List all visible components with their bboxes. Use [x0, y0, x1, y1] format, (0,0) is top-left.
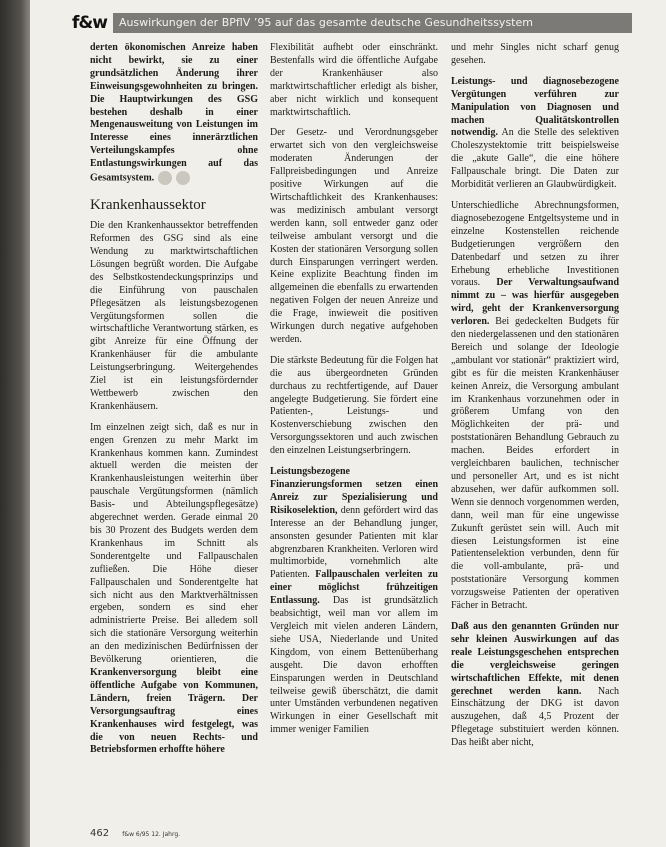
column-1-paragraph-2: Die den Krankenhaussektor betreffenden Reformen des GSG sind als eine Wendung zu marktwirtschaftlichen Lösungen begrüßt worden. Die Aufgabe des Selbstkostendeckungsprinzips und die Einführung von pauschalen Pflegesätzen als leistungsbezogenen Vergütungsformen sollen die wirtschaftliche Verantwortung stärken, es gibt Anreize für eine Öffnung der Krankenhäuser für die ambulante Leistungserbringung. Weitergehendes Ziel ist ein leistungsfördernder Wettbewerb zwischen den Krankenhäusern. [90, 220, 258, 412]
text-column-1 [90, 42, 258, 765]
journal-page [30, 0, 666, 847]
column-2-paragraph-3: Die stärkste Bedeutung für die Folgen hat die aus übergeordneten Gründen durchaus zu rechtfertigende, auf Dauer angelegte Budgetierung. Sie fördert eine Patienten-, Leistungs- und Kostenverschiebung zwischen den Versorgungssektoren und auch zwischen den einzelnen Leistungserbringern. [270, 354, 438, 457]
running-header [72, 12, 632, 34]
column-3-paragraph-1: und mehr Singles nicht scharf genug gesehen. [451, 42, 619, 66]
column-3-paragraph-4: Daß aus den genannten Gründen nur sehr kleinen Auswirkungen auf das reale Leistungsgeschehen entsprechen die vergleichsweise geringen wirtschaftlichen Effekte, mit denen gerechnet werden kann. Nach Einschätzung der DKG ist davon auszugehen, daß 4,5 Prozent der Pflegetage substituiert werden können. Das heißt aber nicht, [451, 620, 620, 749]
page-number: 462 [90, 828, 110, 839]
page-footer [90, 828, 180, 839]
column-3-paragraph-3: Unterschiedliche Abrechnungsformen, diagnosebezogene Entgeltsysteme und in einzelne Kostenstellen reichende Budgetierungen vergrößern den Datenbedarf und setzen zu ihrer Erhebung erhebliche Investitionen voraus. Der Verwaltungsaufwand nimmt zu – was hierfür ausgegeben wird, geht der Krankenversorgung verloren. Bei gedeckelten Budgets für den niedergelassenen und den stationären Bereich und solange der Ideologie „ambulant vor stationär“ praktiziert wird, gibt es für die meisten Krankenhäuser keinen Anreiz, die Versorgung ambulant im Krankenhaus vorzunehmen oder in größerem Umfang von den Möglichkeiten der prä- und poststationären Behandlung Gebrauch zu machen. Beides erfordert in vergleichbaren baulichen, technischer und personeller Art, und es ist nicht abzusehen, wer dafür aufkommen soll. Wenn sie dennoch vorgenommen werden, dann, weil man für eine ungewisse Zukunft gerüstet sein will. Auch mit diesen Leistungsformen ist eine Patientenselektion verbunden, denn für die voll-ambulante, prä- und poststationäre Versorgung kommen vorzugsweise Patienten der operativen Fächer in Betracht. [451, 199, 620, 612]
column-1-intro: derten ökonomischen Anreize haben nicht bewirkt, sie zu einer grundsätzlichen Änderung ihrer Einweisungsgewohnheiten zu bringen. Die Hauptwirkungen des GSG bestehen deshalb in einer Mengenausweitung von Leistungen im Interesse eines innerärztlichen Verteilungskampfes ohne Entlastungswirkungen auf das Gesamtsystem. [90, 42, 258, 184]
column-3-paragraph-2: Leistungs- und diagnosebezogene Vergütungen verführen zur Manipulation von Diagnosen und machen Qualitätskontrollen notwendig. An die Stelle des selektiven Choleszystektomie tritt beispielsweise die „akute Galle“, die eine höhere Fallpauschale bringt. Die Daten zur Morbidität verlieren an Glaubwürdigkeit. [451, 75, 619, 191]
section-title-krankenhaussektor: Krankenhaussektor [90, 197, 206, 214]
book-spine-shadow [0, 0, 30, 847]
column-1-paragraph-3: Im einzelnen zeigt sich, daß es nur in engen Grenzen zu mehr Markt im Krankenhaus kommen kann. Zumindest aktuell werden die meisten der Krankenhausleistungen weiterhin über pauschale Vergütungsformen (nämlich Basis- und Abteilungspflegesätze) abgerechnet werden. Gerade einmal 20 bis 30 Prozent des Budgets werden dem Krankenhaus im Schnitt als Sonderentgelte und Fallpauschalen zufließen. Die Höhe dieser Fallpauschalen und Sonderentgelte hat sich nicht aus den Marktverhältnissen ergeben, sondern es sind eher administrierte Preise. Bei alledem soll sich die stationäre Versorgung weiterhin an den medizinischen Bedürfnissen der Bevölkerung orientieren, die Krankenversorgung bleibt eine öffentliche Aufgabe von Kommunen, Ländern, freien Trägern. Der Versorgungsauftrag eines Krankenhauses wird festgelegt, was die von neuen Rechts- und Betriebsformen erhoffte höhere [90, 421, 258, 756]
decorative-dots [158, 171, 190, 185]
text-column-2 [270, 42, 438, 745]
column-2-paragraph-2: Der Gesetz- und Verordnungsgeber erwartet sich von den vergleichsweise moderaten Änderungen der Fallpreisbedingungen und Anreize positive Wirkungen auf die Wirtschaftlichkeit des Krankenhauses: was medizinisch ambulant versorgt werden kann, soll entweder ganz oder teilweise ambulant versorgt und die Kosten der stationären Versorgung sollen durch Einsparungen verringert werden. Keine explizite Beachtung finden im allgemeinen die ebenfalls zu erwartenden negativen Folgen der neuen Anreize und die Frage, inwieweit die positiven Wirkungen durch negative aufgehoben werden. [270, 127, 438, 345]
running-header-title: Auswirkungen der BPflV ’95 auf das gesamte deutsche Gesundheitssystem [113, 13, 632, 33]
column-2-paragraph-1: Flexibilität aufhebt oder einschränkt. Bestenfalls wird die öffentliche Aufgabe der Krankenhäuser also marktwirtschaftlicher erledigt als bisher, aber nicht wirklich und konsequent marktwirtschaftlich. [270, 42, 438, 118]
text-column-3 [451, 42, 619, 758]
column-2-paragraph-4: Leistungsbezogene Finanzierungsformen setzen einen Anreiz zur Spezialisierung und Risikoselektion, denn gefördert wird das Interesse an der Behandlung junger, ansonsten gesunder Patienten mit klar abgrenzbaren Krankheiten. Verloren wird multimorbide, vornehmlich alte Patienten. Fallpauschalen verleiten zu einer möglichst frühzeitigen Entlassung. Das ist grundsätzlich beabsichtigt, weil man vor allem im Vergleich mit vielen anderen Ländern, siehe USA, Niederlande und United Kingdom, von einem Bettenüberhang ausgeht. Die davon erhofften Einsparungen werden in Deutschland teilweise gewiß überschätzt, die damit unter Umständen verbundenen negativen Wirkungen in einer Gesellschaft mit immer weniger Familien [270, 466, 438, 736]
journal-logo: f&w [72, 13, 107, 33]
issue-label: f&w 6/95 12. Jahrg. [122, 831, 181, 838]
